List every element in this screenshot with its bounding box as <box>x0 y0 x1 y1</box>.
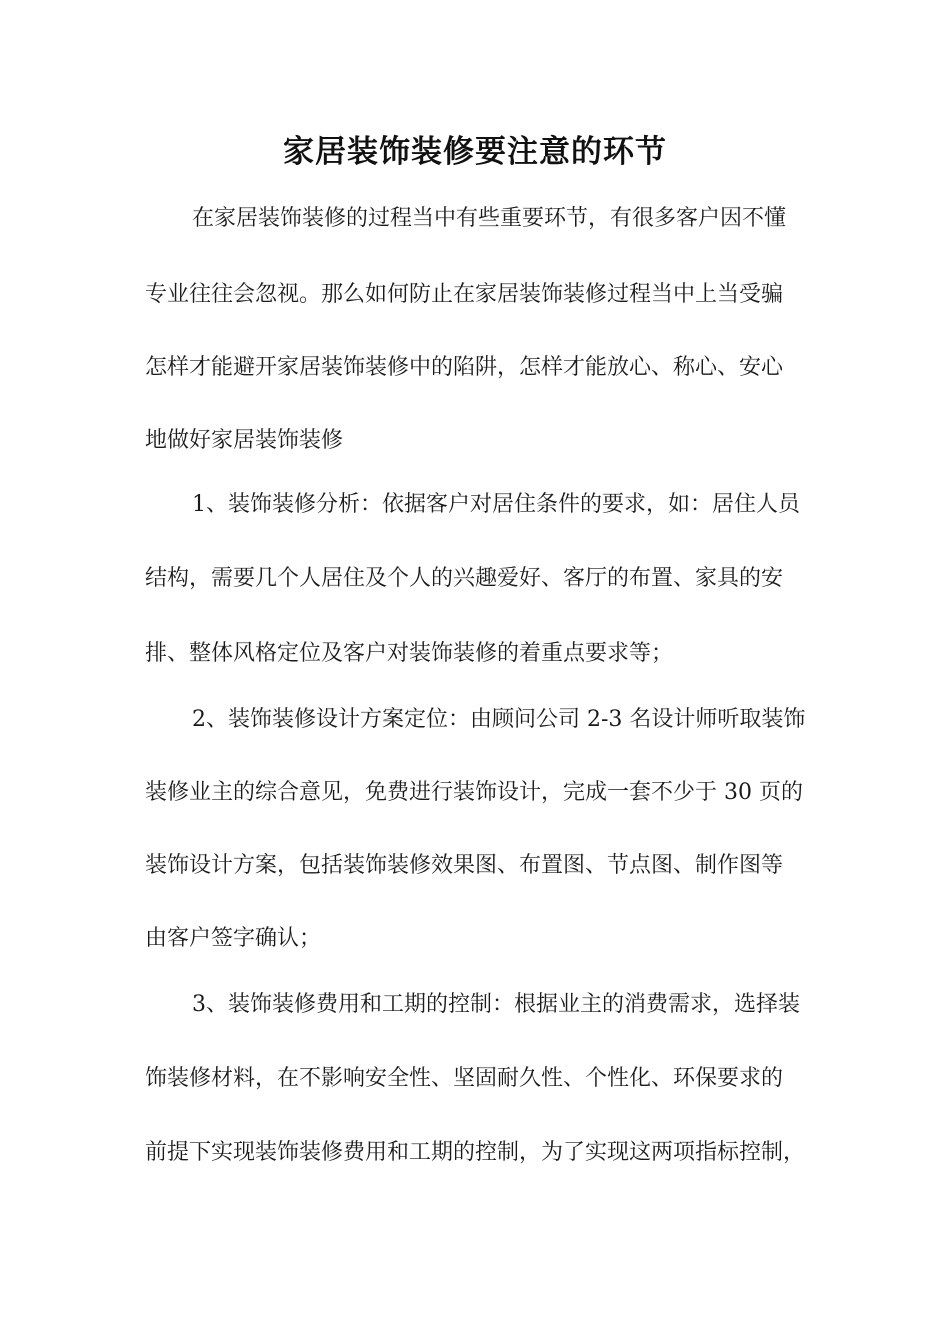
paragraph-line: 装饰设计方案，包括装饰装修效果图、布置图、节点图、制作图等 <box>145 853 784 878</box>
document-title: 家居装饰装修要注意的环节 <box>283 134 667 170</box>
paragraph-line: 结构，需要几个人居住及个人的兴趣爱好、客厅的布置、家具的安 <box>145 566 784 591</box>
paragraph-line: 2、装饰装修设计方案定位：由顾问公司 2-3 名设计师听取装饰 <box>192 707 806 732</box>
paragraph-line: 在家居装饰装修的过程当中有些重要环节，有很多客户因不懂 <box>192 206 787 231</box>
paragraph-line: 怎样才能避开家居装饰装修中的陷阱，怎样才能放心、称心、安心 <box>145 355 784 380</box>
paragraph-line: 由客户签字确认； <box>145 926 322 951</box>
paragraph-line: 前提下实现装饰装修费用和工期的控制，为了实现这两项指标控制， <box>145 1140 806 1165</box>
paragraph-line: 3、装饰装修费用和工期的控制：根据业主的消费需求，选择装 <box>192 992 800 1017</box>
paragraph-line: 饰装修材料，在不影响安全性、坚固耐久性、个性化、环保要求的 <box>145 1066 784 1091</box>
paragraph-line: 专业往往会忽视。那么如何防止在家居装饰装修过程当中上当受骗 <box>145 282 784 307</box>
paragraph-line: 排、整体风格定位及客户对装饰装修的着重点要求等； <box>145 641 674 666</box>
paragraph-line: 装修业主的综合意见，免费进行装饰设计，完成一套不少于 30 页的 <box>145 780 803 805</box>
paragraph-line: 地做好家居装饰装修 <box>145 428 344 453</box>
paragraph-line: 1、装饰装修分析：依据客户对居住条件的要求，如：居住人员 <box>192 492 800 517</box>
